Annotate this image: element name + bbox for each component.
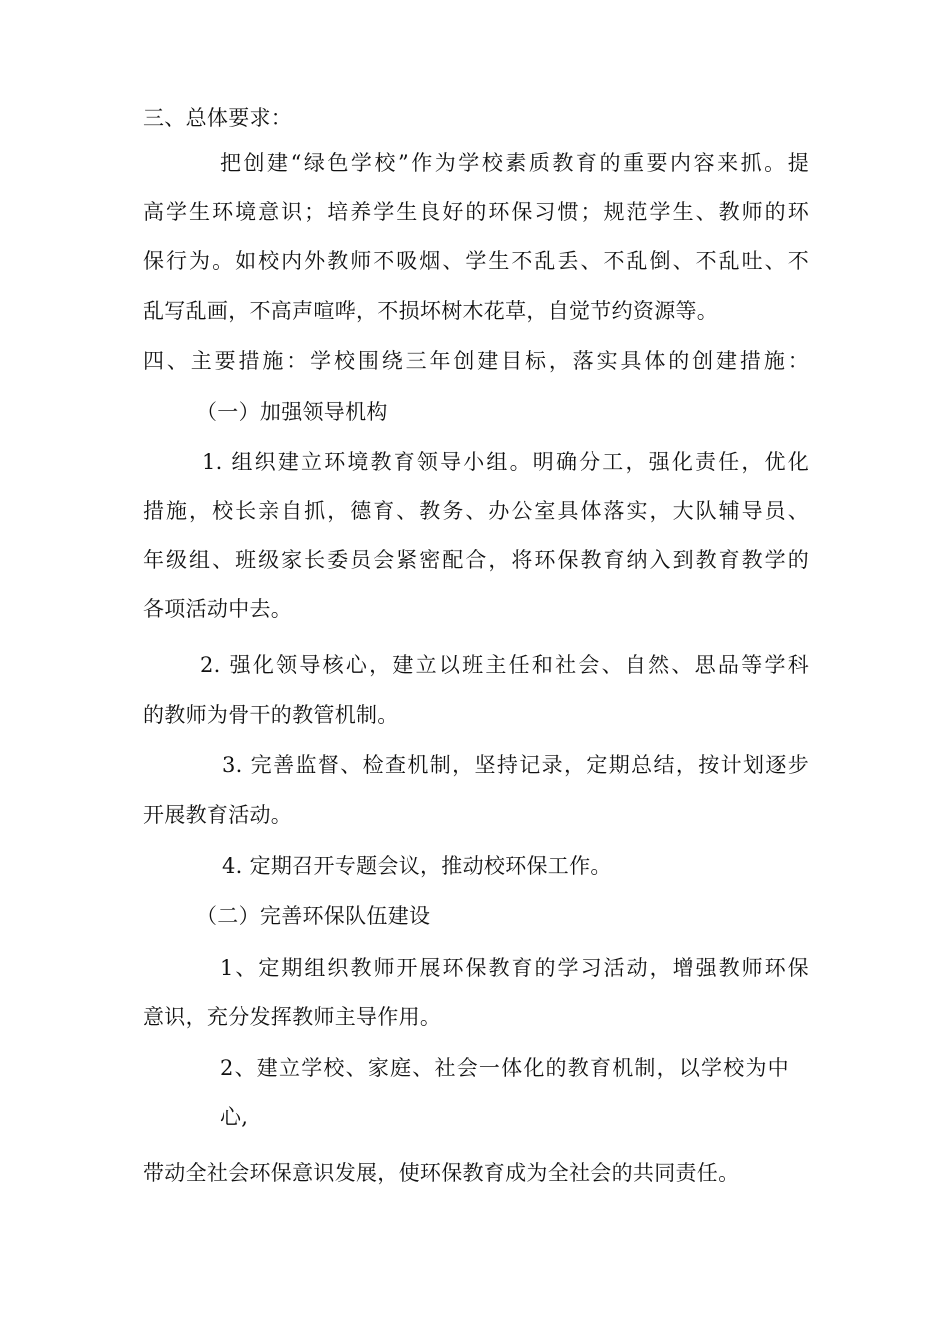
subsection-heading-2: （二）完善环保队伍建设 xyxy=(196,904,431,928)
list-item-line: 的教师为骨干的教管机制。 xyxy=(143,703,399,727)
section-heading-4: 四、主要措施：学校围绕三年创建目标，落实具体的创建措施： xyxy=(143,349,809,373)
list-item-line: 2. 强化领导核心，建立以班主任和社会、自然、思品等学科 xyxy=(200,653,809,677)
list-item-line: 心, xyxy=(220,1105,249,1129)
list-item-line: 4. 定期召开专题会议，推动校环保工作。 xyxy=(222,854,612,878)
subsection-heading-1: （一）加强领导机构 xyxy=(196,400,388,424)
paragraph-line: 保行为。如校内外教师不吸烟、学生不乱丢、不乱倒、不乱吐、不 xyxy=(143,249,809,273)
list-item-line: 意识，充分发挥教师主导作用。 xyxy=(143,1005,442,1029)
paragraph-line: 乱写乱画，不高声喧哗，不损坏树木花草，自觉节约资源等。 xyxy=(143,299,719,323)
list-item-line: 1. 组织建立环境教育领导小组。明确分工，强化责任，优化 xyxy=(202,450,809,474)
list-item-line: 措施，校长亲自抓，德育、教务、办公室具体落实，大队辅导员、 xyxy=(143,499,809,523)
paragraph-line: 带动全社会环保意识发展，使环保教育成为全社会的共同责任。 xyxy=(143,1161,740,1185)
paragraph-line: 高学生环境意识；培养学生良好的环保习惯；规范学生、教师的环 xyxy=(143,200,809,224)
list-item-line: 1、定期组织教师开展环保教育的学习活动，增强教师环保 xyxy=(220,956,809,980)
list-item-line: 3. 完善监督、检查机制，坚持记录，定期总结，按计划逐步 xyxy=(222,753,809,777)
paragraph-line: 把创建“绿色学校”作为学校素质教育的重要内容来抓。提 xyxy=(220,151,809,175)
list-item-line: 开展教育活动。 xyxy=(143,803,293,827)
section-heading-3: 三、总体要求： xyxy=(143,106,293,130)
list-item-line: 2、建立学校、家庭、社会一体化的教育机制，以学校为中 xyxy=(220,1056,789,1080)
list-item-line: 各项活动中去。 xyxy=(143,597,293,621)
list-item-line: 年级组、班级家长委员会紧密配合，将环保教育纳入到教育教学的 xyxy=(143,548,809,572)
